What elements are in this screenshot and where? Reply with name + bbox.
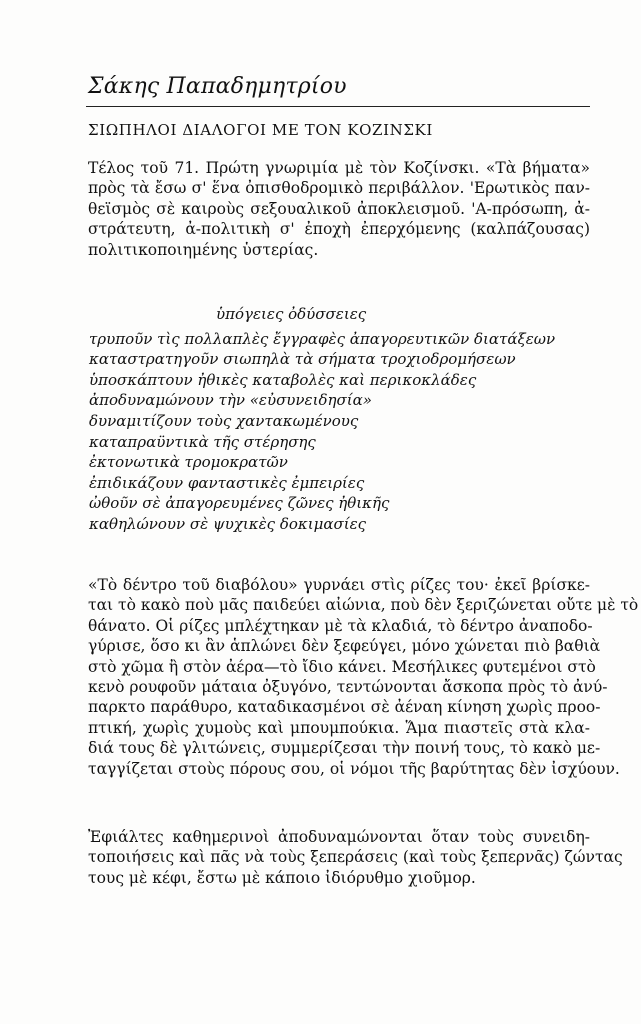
tree-paragraph: [88, 575, 639, 779]
poem-line: τρυποῦν τὶς πολλαπλὲς ἔγγραφὲς ἀπαγορευτικῶν διατάξεων: [89, 329, 556, 348]
poem-title: ὑπόγειες ὀδύσσειες: [216, 305, 367, 323]
author-name: Σάκης Παπαδημητρίου: [88, 74, 347, 99]
poem-line: ἐκτονωτικὰ τρομοκρατῶν: [89, 453, 288, 472]
poem: [89, 304, 589, 535]
intro-line: πρὸς τὰ ἔσω σ' ἕνα ὀπισθοδρομικὸ περιβάλλον. 'Ερωτικὸς παν-: [88, 179, 590, 198]
paragraph-line: στὸ χῶμα ἢ στὸν ἀέρα—τὸ ἴδιο κάνει. Μεσήλικες φυτεμένοι στὸ: [88, 657, 596, 676]
poem-line: ἐπιδικάζουν φανταστικὲς ἐμπειρίες: [89, 473, 365, 492]
intro-paragraph: [88, 158, 590, 260]
paragraph-line: «Τὸ δέντρο τοῦ διαβόλου» γυρνάει στὶς ρίζες του· ἐκεῖ βρίσκε-: [88, 576, 590, 594]
paragraph-line: θάνατο. Οἱ ρίζες μπλέχτηκαν μὲ τὰ κλαδιά, τὸ δέντρο ἀναποδο-: [88, 616, 593, 635]
poem-line: ἀποδυναμώνουν τὴν «εὐσυνειδησία»: [89, 391, 372, 410]
paragraph-line: παρκτο παράθυρο, καταδικασμένοι σὲ ἀέναη κίνηση χωρὶς προο-: [88, 698, 601, 717]
intro-line: πολιτικοποιημένης ὑστερίας.: [88, 240, 319, 259]
intro-line: Τέλος τοῦ 71. Πρώτη γνωριμία μὲ τὸν Κοζίνσκι. «Τὰ βήματα»: [88, 159, 590, 177]
intro-line: στράτευτη, ἀ-πολιτικὴ σ' ἐποχὴ ἐπερχόμενης (καλπάζουσας): [88, 220, 590, 239]
paragraph-line: ται τὸ κακὸ ποὺ μᾶς παιδεύει αἰώνια, ποὺ δὲν ξεριζώνεται οὔτε μὲ τὸ: [88, 596, 639, 615]
poem-line: δυναμιτίζουν τοὺς χαντακωμένους: [89, 411, 359, 430]
poem-line: καθηλώνουν σὲ ψυχικὲς δοκιμασίες: [89, 514, 367, 533]
nightmares-paragraph: [88, 827, 623, 888]
header-rule: [86, 106, 590, 107]
paragraph-line: τους μὲ κέφι, ἔστω μὲ κάποιο ἰδιόρυθμο χιοῦμορ.: [88, 868, 476, 887]
section-title: ΣΙΩΠΗΛΟΙ ΔΙΑΛΟΓΟΙ ΜΕ ΤΟΝ ΚΟΖΙΝΣΚΙ: [88, 121, 433, 139]
paragraph-line: Ἐφιάλτες καθημερινοὶ ἀποδυναμώνονται ὅταν τοὺς συνειδη-: [88, 828, 590, 846]
paragraph-line: διά τους δὲ γλιτώνεις, συμμερίζεσαι τὴν ποινή τους, τὸ κακὸ με-: [88, 739, 601, 758]
poem-line: καταστρατηγοῦν σιωπηλὰ τὰ σήματα τροχιοδρομήσεων: [89, 350, 516, 369]
poem-line: καταπραϋντικὰ τῆς στέρησης: [89, 432, 316, 451]
paragraph-line: γύρισε, ὅσο κι ἂν ἁπλώνει δὲν ξεφεύγει, μόνο χώνεται πιὸ βαθιὰ: [88, 637, 601, 656]
poem-line: ὑποσκάπτουν ἠθικὲς καταβολὲς καὶ περικοκλάδες: [89, 370, 477, 389]
intro-line: θεϊσμὸς σὲ καιροὺς σεξουαλικοῦ ἀποκλεισμοῦ. 'Α-πρόσωπη, ἀ-: [88, 199, 590, 218]
poem-line: ὠθοῦν σὲ ἀπαγορευμένες ζῶνες ἠθικῆς: [89, 494, 390, 513]
paragraph-line: πτική, χωρὶς χυμοὺς καὶ μπουμπούκια. Ἅμα πιαστεῖς στὰ κλα-: [88, 718, 590, 737]
paragraph-line: κενὸ ρουφοῦν μάταια ὀξυγόνο, τεντώνονται ἄσκοπα πρὸς τὸ ἀνύ-: [88, 678, 608, 697]
paragraph-line: ταγγίζεται στοὺς πόρους σου, οἱ νόμοι τῆς βαρύτητας δὲν ἰσχύουν.: [88, 759, 620, 778]
paragraph-line: τοποιήσεις καὶ πᾶς νὰ τοὺς ξεπεράσεις (καὶ τοὺς ξεπερνᾶς) ζώντας: [88, 848, 623, 867]
